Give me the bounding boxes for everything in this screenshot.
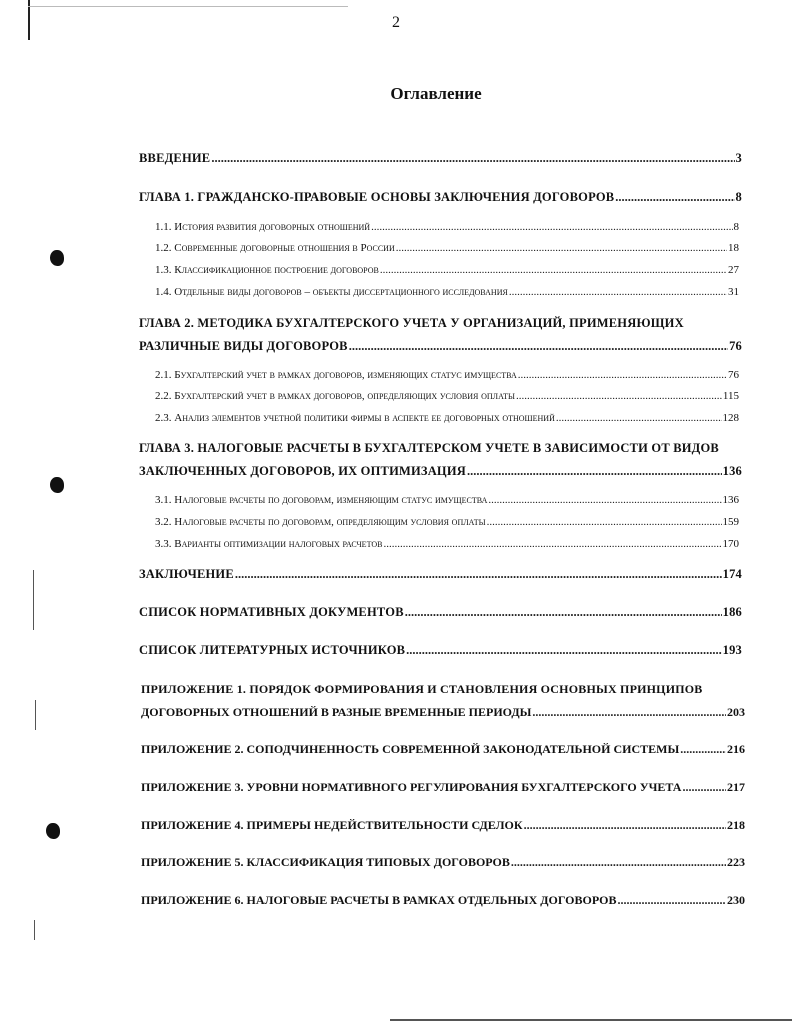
toc-entry-text: 3.2. Налоговые расчеты по договорам, определяющим условия оплаты xyxy=(155,516,486,528)
toc-entry-literature[interactable] xyxy=(139,643,742,658)
toc-leader xyxy=(511,855,726,870)
toc-page-number: 216 xyxy=(727,742,745,756)
toc-entry-section[interactable] xyxy=(155,538,739,550)
toc-leader xyxy=(349,339,728,354)
toc-page-number: 230 xyxy=(727,893,745,907)
toc-entry-section[interactable] xyxy=(155,369,739,381)
toc-page-number: 76 xyxy=(728,369,739,381)
toc-page-number: 8 xyxy=(735,190,742,204)
toc-leader xyxy=(380,264,727,276)
toc-page-number: 18 xyxy=(728,242,739,254)
toc-entry-section[interactable] xyxy=(155,494,739,506)
toc-page-number: 8 xyxy=(733,221,739,233)
toc-entry-section[interactable] xyxy=(155,412,739,424)
toc-entry-chapter-2-line1[interactable]: ГЛАВА 2. МЕТОДИКА БУХГАЛТЕРСКОГО УЧЕТА У ОРГАНИЗАЦИЙ, ПРИМЕНЯЮЩИХ xyxy=(139,316,684,330)
toc-entry-text: ПРИЛОЖЕНИЕ 4. ПРИМЕРЫ НЕДЕЙСТВИТЕЛЬНОСТИ СДЕЛОК xyxy=(141,818,523,832)
punch-hole xyxy=(50,477,64,493)
scan-mark xyxy=(34,920,35,940)
toc-entry-appendix-4[interactable] xyxy=(141,818,745,833)
toc-page-number: 128 xyxy=(722,412,739,424)
toc-entry-appendix-1-line1[interactable]: ПРИЛОЖЕНИЕ 1. ПОРЯДОК ФОРМИРОВАНИЯ И СТАНОВЛЕНИЯ ОСНОВНЫХ ПРИНЦИПОВ xyxy=(141,682,703,696)
toc-entry-appendix-6[interactable] xyxy=(141,893,745,908)
toc-entry-chapter-1[interactable] xyxy=(139,190,742,205)
scan-mark xyxy=(35,700,36,730)
toc-entry-text: СПИСОК ЛИТЕРАТУРНЫХ ИСТОЧНИКОВ xyxy=(139,643,406,657)
toc-entry-chapter-3-line1[interactable]: ГЛАВА 3. НАЛОГОВЫЕ РАСЧЕТЫ В БУХГАЛТЕРСКОМ УЧЕТЕ В ЗАВИСИМОСТИ ОТ ВИДОВ xyxy=(139,441,719,455)
toc-entry-text: ПРИЛОЖЕНИЕ 5. КЛАССИФИКАЦИЯ ТИПОВЫХ ДОГОВОРОВ xyxy=(141,855,510,869)
toc-entry-text: 1.4. Отдельные виды договоров – объекты диссертационного исследования xyxy=(155,286,508,298)
toc-entry-section[interactable] xyxy=(155,516,739,528)
toc-leader xyxy=(615,190,734,205)
toc-leader xyxy=(487,516,722,528)
toc-page-number: 76 xyxy=(729,339,742,353)
toc-entry-chapter-3[interactable] xyxy=(139,464,742,479)
toc-leader xyxy=(211,151,734,166)
toc-entry-intro[interactable] xyxy=(139,151,742,166)
toc-entry-text: ПРИЛОЖЕНИЕ 2. СОПОДЧИНЕННОСТЬ СОВРЕМЕННОЙ ЗАКОНОДАТЕЛЬНОЙ СИСТЕМЫ xyxy=(141,742,680,756)
toc-entry-text: 1.3. Классификационное построение договоров xyxy=(155,264,379,276)
toc-leader xyxy=(680,742,726,757)
toc-leader xyxy=(235,567,722,582)
toc-page-number: 136 xyxy=(722,464,742,478)
toc-entry-text: 2.1. Бухгалтерский учет в рамках договоров, изменяющих статус имущества xyxy=(155,369,517,381)
toc-leader xyxy=(488,494,721,506)
toc-leader xyxy=(524,818,726,833)
toc-entry-text: ПРИЛОЖЕНИЕ 3. УРОВНИ НОРМАТИВНОГО РЕГУЛИРОВАНИЯ БУХГАЛТЕРСКОГО УЧЕТА xyxy=(141,780,682,794)
toc-entry-text: 3.3. Варианты оптимизации налоговых расчетов xyxy=(155,538,383,550)
toc-page-number: 170 xyxy=(722,538,739,550)
toc-entry-section[interactable] xyxy=(155,286,739,298)
toc-leader xyxy=(518,369,727,381)
toc-entry-chapter-2[interactable] xyxy=(139,339,742,354)
toc-page-number: 27 xyxy=(728,264,739,276)
toc-entry-text: ГЛАВА 1. ГРАЖДАНСКО-ПРАВОВЫЕ ОСНОВЫ ЗАКЛЮЧЕНИЯ ДОГОВОРОВ xyxy=(139,190,615,204)
toc-leader xyxy=(682,780,726,795)
toc-entry-text: ДОГОВОРНЫХ ОТНОШЕНИЙ В РАЗНЫЕ ВРЕМЕННЫЕ ПЕРИОДЫ xyxy=(141,705,532,719)
toc-entry-section[interactable] xyxy=(155,242,739,254)
toc-leader xyxy=(516,390,722,402)
toc-leader xyxy=(617,893,726,908)
scan-mark xyxy=(33,570,34,630)
toc-page-number: 136 xyxy=(722,494,739,506)
toc-entry-text: РАЗЛИЧНЫЕ ВИДЫ ДОГОВОРОВ xyxy=(139,339,348,353)
toc-entry-text: 1.2. Современные договорные отношения в России xyxy=(155,242,395,254)
scan-edge-top xyxy=(28,6,348,7)
punch-hole xyxy=(46,823,60,839)
page-number: 2 xyxy=(392,14,400,31)
toc-page-number: 31 xyxy=(728,286,739,298)
toc-page-number: 203 xyxy=(727,705,745,719)
toc-page-number: 218 xyxy=(727,818,745,832)
toc-entry-text: ЗАКЛЮЧЕНИЕ xyxy=(139,567,234,581)
toc-page-number: 223 xyxy=(727,855,745,869)
toc-entry-text: 2.2. Бухгалтерский учет в рамках договоров, определяющих условия оплаты xyxy=(155,390,516,402)
page-title: Оглавление xyxy=(390,84,482,103)
toc-leader xyxy=(509,286,727,298)
toc-entry-text: ПРИЛОЖЕНИЕ 6. НАЛОГОВЫЕ РАСЧЕТЫ В РАМКАХ ОТДЕЛЬНЫХ ДОГОВОРОВ xyxy=(141,893,617,907)
toc-entry-text: ВВЕДЕНИЕ xyxy=(139,151,211,165)
toc-page-number: 159 xyxy=(722,516,739,528)
toc-entry-text: 1.1. История развития договорных отношений xyxy=(155,221,371,233)
toc-page-number: 174 xyxy=(722,567,742,581)
toc-entry-appendix-3[interactable] xyxy=(141,780,745,795)
toc-leader xyxy=(532,705,726,720)
toc-leader xyxy=(556,412,722,424)
toc-entry-text: 3.1. Налоговые расчеты по договорам, изменяющим статус имущества xyxy=(155,494,488,506)
toc-entry-section[interactable] xyxy=(155,221,739,233)
toc-entry-text: ЗАКЛЮЧЕННЫХ ДОГОВОРОВ, ИХ ОПТИМИЗАЦИЯ xyxy=(139,464,467,478)
toc-entry-appendix-2[interactable] xyxy=(141,742,745,757)
toc-page-number: 115 xyxy=(722,390,739,402)
punch-hole xyxy=(50,250,64,266)
toc-entry-section[interactable] xyxy=(155,390,739,402)
toc-entry-text: СПИСОК НОРМАТИВНЫХ ДОКУМЕНТОВ xyxy=(139,605,404,619)
toc-leader xyxy=(406,643,721,658)
toc-leader xyxy=(396,242,727,254)
toc-leader xyxy=(405,605,722,620)
toc-entry-section[interactable] xyxy=(155,264,739,276)
toc-page-number: 217 xyxy=(727,780,745,794)
toc-leader xyxy=(371,221,732,233)
toc-entry-conclusion[interactable] xyxy=(139,567,742,582)
toc-entry-appendix-5[interactable] xyxy=(141,855,745,870)
toc-entry-appendix-1[interactable] xyxy=(141,705,745,720)
toc-page-number: 3 xyxy=(735,151,742,165)
toc-entry-text: 2.3. Анализ элементов учетной политики фирмы в аспекте ее договорных отношений xyxy=(155,412,555,424)
toc-leader xyxy=(467,464,722,479)
toc-entry-normative[interactable] xyxy=(139,605,742,620)
toc-page-number: 193 xyxy=(722,643,742,657)
toc-page-number: 186 xyxy=(722,605,742,619)
scan-edge-bottom xyxy=(390,1019,792,1021)
toc-leader xyxy=(383,538,721,550)
